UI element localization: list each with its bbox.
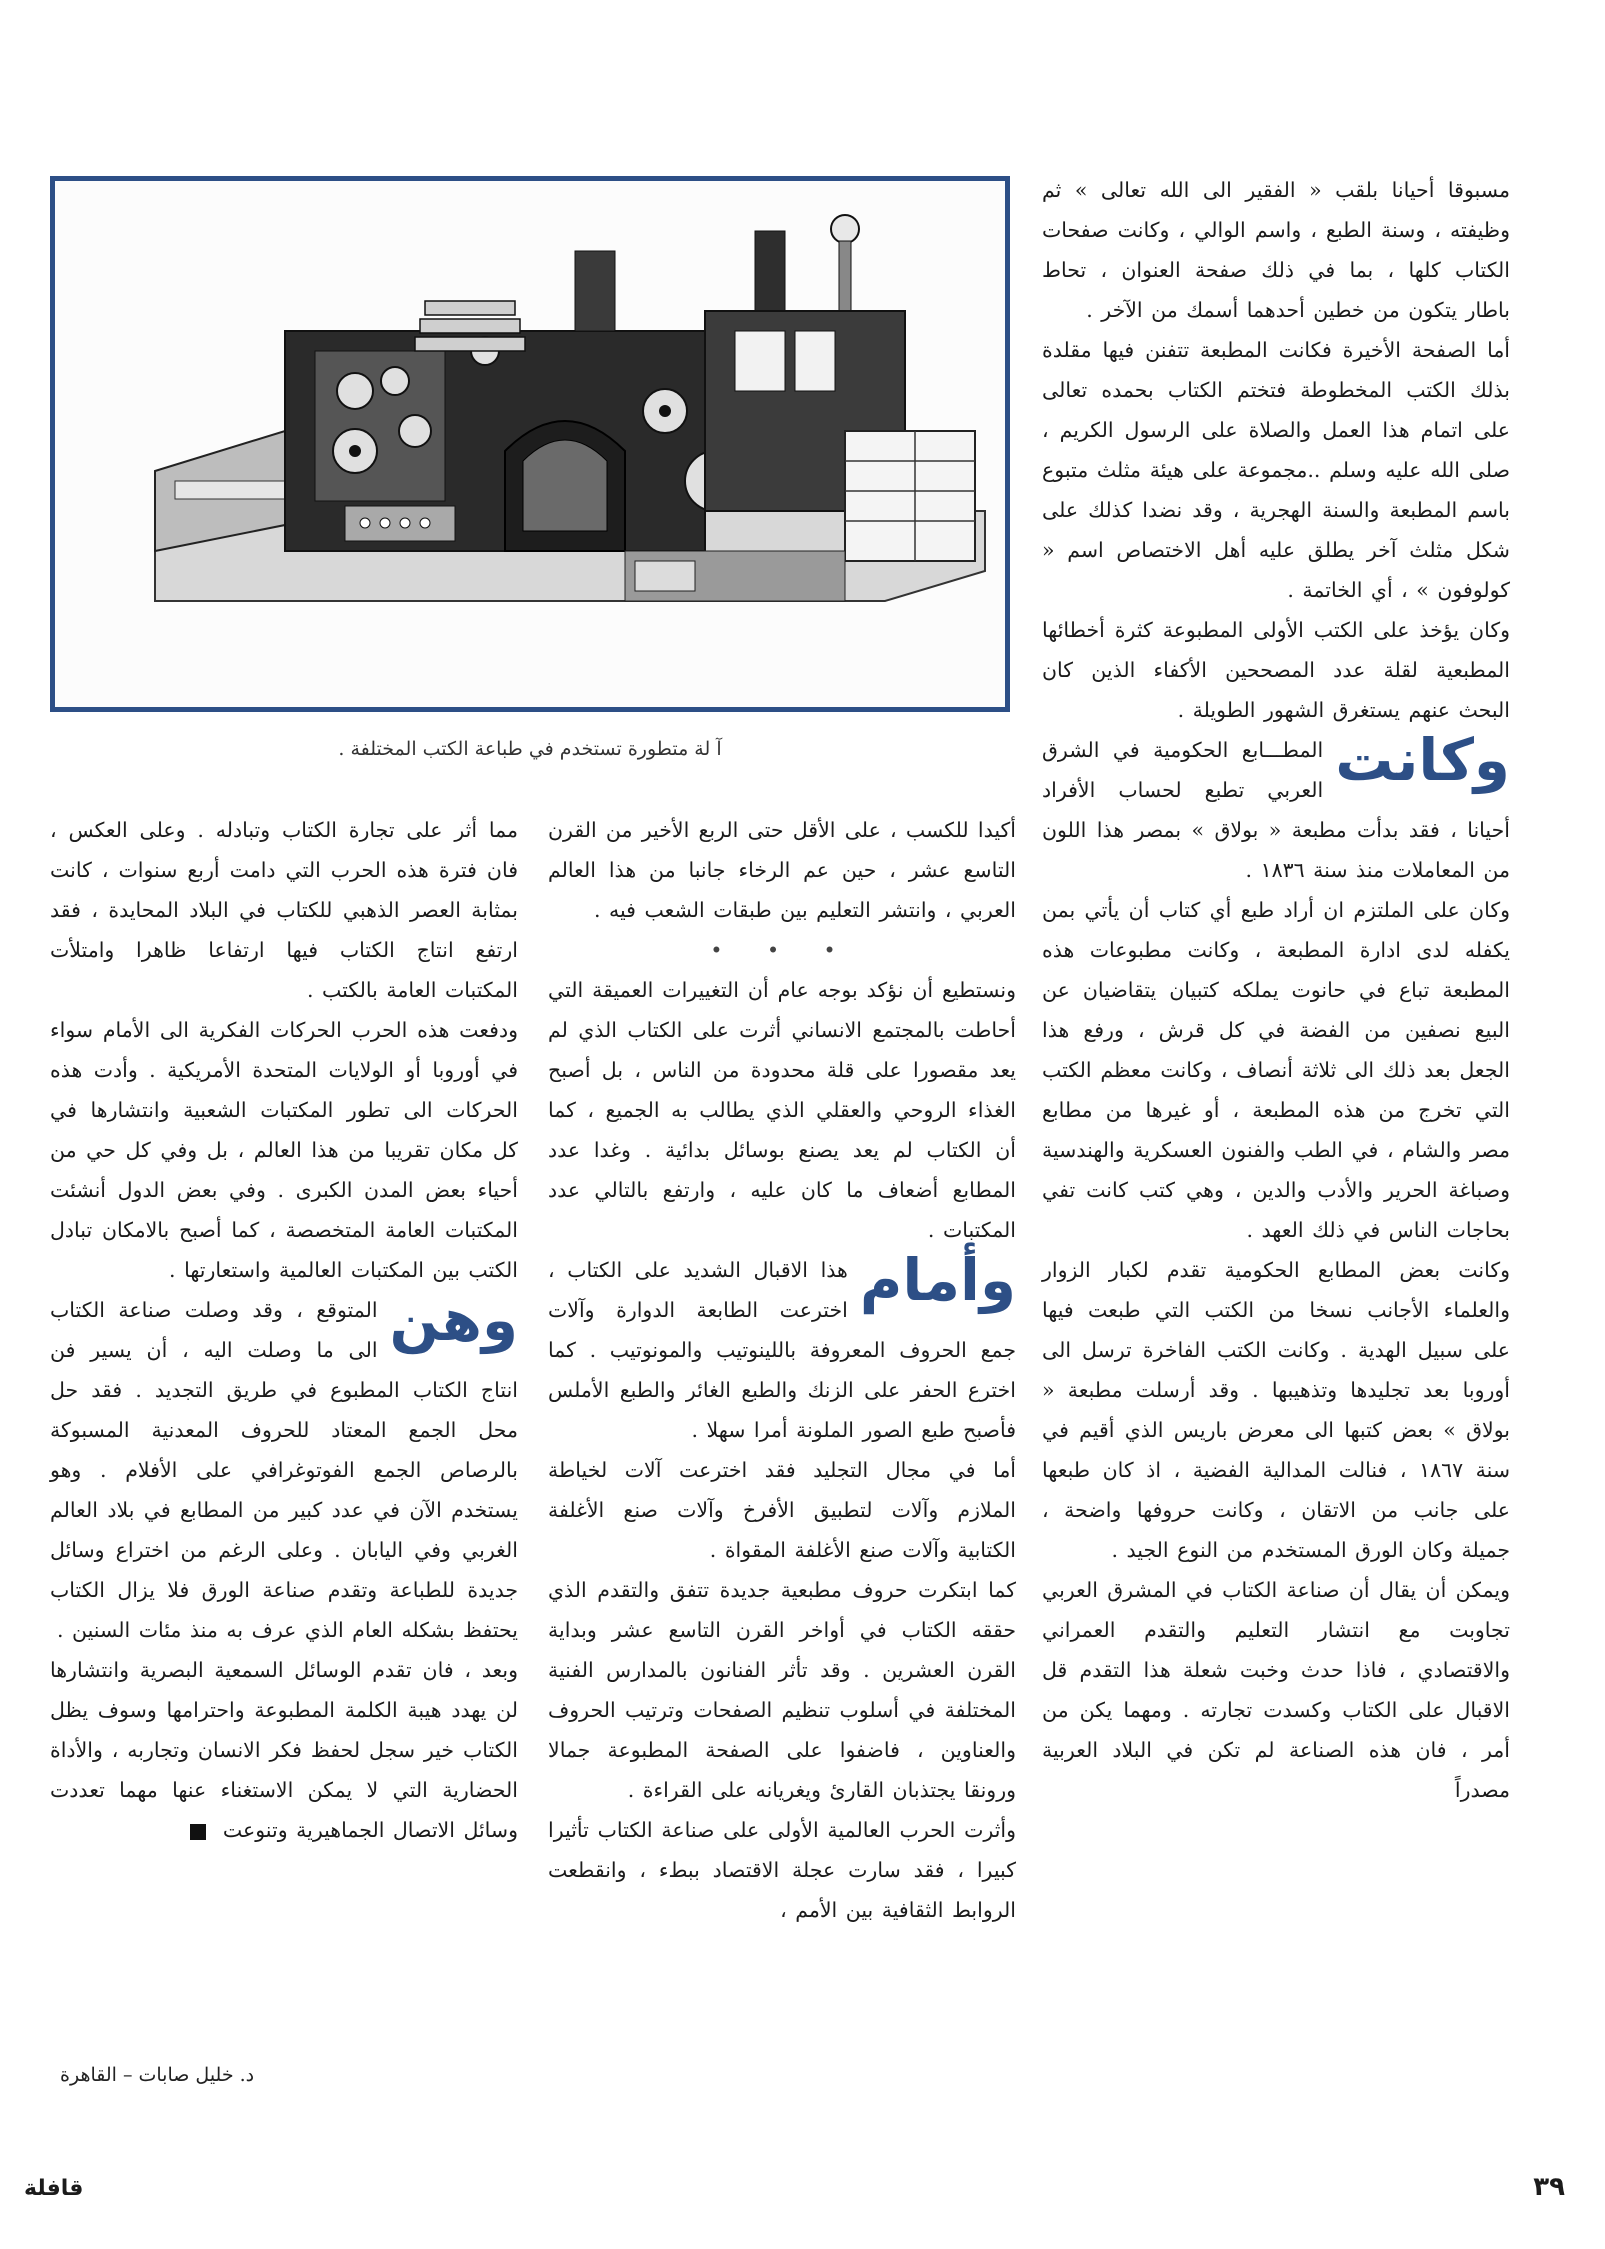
figure-caption: آ لة متطورة تستخدم في طباعة الكتب المختلفة . xyxy=(338,738,722,760)
paragraph: ويمكن أن يقال أن صناعة الكتاب في المشرق العربي تجاوبت مع انتشار التعليم والتقدم العمراني والاقتصادي ، فاذا حدث وخبت شعلة هذا التقدم قل الاقبال على الكتاب وكسدت تجارته . ومهما يكن من أمر ، فان هذه الصناعة لم تكن في البلاد العربية مصدراً xyxy=(1042,1578,1510,1802)
printing-press-figure xyxy=(50,176,1010,712)
dropcap-paragraph xyxy=(50,1286,518,1650)
author-byline: د. خليل صابات – القاهرة xyxy=(60,2064,255,2086)
article-column-right xyxy=(1042,170,1510,1810)
article-column-left xyxy=(50,810,518,1850)
paragraph: ونستطيع أن نؤكد بوجه عام أن التغييرات العميقة التي أحاطت بالمجتمع الانساني أثرت على الكتاب الذي لم يعد مقصورا على قلة محدودة من الناس ، بل أصبح الغذاء الروحي والعقلي الذي يطالب به الجميع ، كما أن الكتاب لم يعد يصنع بوسائل بدائية . وغدا عدد المطابع أضعاف ما كان عليه ، وارتفع بالتالي عدد المكتبات . xyxy=(548,978,1016,1242)
magazine-name: قافلة xyxy=(24,2176,84,2201)
dropcap-paragraph xyxy=(1042,726,1510,890)
section-separator: • • • xyxy=(710,938,854,962)
paragraph: ودفعت هذه الحرب الحركات الفكرية الى الأمام سواء في أوروبا أو الولايات المتحدة الأمريكية . وأدت هذه الحركات الى تطور المكتبات الشعبية وانتشارها في كل مكان تقريبا من هذا العالم ، بل وفي كل حي من أحياء بعض المدن الكبرى . وفي بعض الدول أنشئت المكتبات العامة المتخصصة ، كما أصبح بالامكان تبادل الكتب بين المكتبات العالمية واستعارتها . xyxy=(50,1018,518,1282)
article-column-middle xyxy=(548,810,1016,1930)
paragraph: أما الصفحة الأخيرة فكانت المطبعة تتفنن فيها مقلدة بذلك الكتب المخطوطة فتختم الكتاب بحمده تعالى على اتمام هذا العمل والصلاة على الرسول الكريم ، صلى الله عليه وسلم ..مجموعة على هيئة مثلث متبوع باسم المطبعة والسنة الهجرية ، وقد نضدا كذلك على شكل مثلث آخر يطلق عليه أهل الاختصاص اسم « كولوفون » ، أي الخاتمة . xyxy=(1042,338,1510,602)
dropcap: وكانت xyxy=(1335,726,1510,794)
paragraph: مسبوقا أحيانا بلقب « الفقير الى الله تعالى » ثم وظيفته ، وسنة الطبع ، واسم الوالي ، وكانت صفحات الكتاب كلها ، بما في ذلك صفحة العنوان ، تحاط باطار يتكون من خطين أحدهما أسمك من الآخر . xyxy=(1042,178,1510,322)
end-of-article-square-icon xyxy=(190,1824,206,1840)
paragraph: أكيدا للكسب ، على الأقل حتى الربع الأخير من القرن التاسع عشر ، حين عم الرخاء جانبا من هذا العالم العربي ، وانتشر التعليم بين طبقات الشعب فيه . xyxy=(548,818,1016,922)
page-number: ٣٩ xyxy=(1533,2172,1565,2202)
dropcap-paragraph-text: المطـــابع الحكومية في الشرق العربي تطبع لحساب الأفراد أحيانا ، فقد بدأت مطبعة « بولاق » بمصر هذا اللون من المعاملات منذ سنة ١٨٣٦ . xyxy=(1042,738,1510,882)
closing-paragraph-text: وبعد ، فان تقدم الوسائل السمعية البصرية وانتشارها لن يهدد هيبة الكلمة المطبوعة واحترامها وسوف يظل الكتاب خير سجل لحفظ فكر الانسان وتجاربه ، والأداة الحضارية التي لا يمكن الاستغناء عنها مهما تعددت وسائل الاتصال الجماهيرية وتنوعت xyxy=(50,1658,518,1842)
dropcap-paragraph xyxy=(548,1246,1016,1450)
paragraph: أما في مجال التجليد فقد اخترعت آلات لخياطة الملازم وآلات لتطبيق الأفرخ وآلات صنع الأغلفة الكتابية وآلات صنع الأغلفة المقواة . xyxy=(548,1458,1016,1562)
paragraph: وكانت بعض المطابع الحكومية تقدم لكبار الزوار والعلماء الأجانب نسخا من الكتب التي طبعت فيها على سبيل الهدية . وكانت الكتب الفاخرة ترسل الى أوروبا بعد تجليدها وتذهيبها . وقد أرسلت مطبعة « بولاق » بعض كتبها الى معرض باريس الذي أقيم في سنة ١٨٦٧ ، فنالت المدالية الفضية ، اذ كان طبعها على جانب من الاتقان ، وكانت حروفها واضحة ، جميلة وكان الورق المستخدم من النوع الجيد . xyxy=(1042,1258,1511,1562)
printing-press-illustration xyxy=(55,181,1005,707)
dropcap-paragraph-text: المتوقع ، وقد وصلت صناعة الكتاب الى ما وصلت اليه ، أن يسير فن انتاج الكتاب المطبوع في طريق التجديد . فقد حل محل الجمع المعتاد للحروف المعدنية المسبوكة بالرصاص الجمع الفوتوغرافي على الأفلام . وهو يستخدم الآن في عدد كبير من المطابع في بلاد العالم الغربي وفي اليابان . وعلى الرغم من اختراع وسائل جديدة للطباعة وتقدم صناعة الورق فلا يزال الكتاب يحتفظ بشكله العام الذي عرف به منذ مئات السنين . xyxy=(50,1298,518,1642)
paragraph: وأثرت الحرب العالمية الأولى على صناعة الكتاب تأثيرا كبيرا ، فقد سارت عجلة الاقتصاد ببطء ، وانقطعت الروابط الثقافية بين الأمم ، xyxy=(548,1818,1016,1922)
paragraph: كما ابتكرت حروف مطبعية جديدة تتفق والتقدم الذي حققه الكتاب في أواخر القرن التاسع عشر وبداية القرن العشرين . وقد تأثر الفنانون بالمدارس الفنية المختلفة في أسلوب تنظيم الصفحات وترتيب الحروف والعناوين ، فاضفوا على الصفحة المطبوعة جمالا ورونقا يجتذبان القارئ ويغريانه على القراءة . xyxy=(548,1578,1016,1802)
paragraph: وكان يؤخذ على الكتب الأولى المطبوعة كثرة أخطائها المطبعية لقلة عدد المصححين الأكفاء الذين كان البحث عنهم يستغرق الشهور الطويلة . xyxy=(1042,618,1510,722)
dropcap-paragraph-text: هذا الاقبال الشديد على الكتاب ، اخترعت الطابعة الدوارة وآلات جمع الحروف المعروفة باللينوتيب والمونوتيب . كما اخترع الحفر على الزنك والطبع الغائر والطبع الأملس فأصبح طبع الصور الملونة أمرا سهلا . xyxy=(548,1258,1016,1442)
paragraph xyxy=(50,1650,518,1850)
paragraph: مما أثر على تجارة الكتاب وتبادله . وعلى العكس ، فان فترة هذه الحرب التي دامت أربع سنوات ، كانت بمثابة العصر الذهبي للكتاب في البلاد المحايدة ، فقد ارتفع انتاج الكتاب فيها ارتفاعا ظاهرا وامتلأت المكتبات العامة بالكتب . xyxy=(50,818,518,1002)
dropcap: وهن xyxy=(389,1286,518,1354)
dropcap: وأمام xyxy=(859,1246,1016,1314)
paragraph: وكان على الملتزم ان أراد طبع أي كتاب أن يأتي بمن يكفله لدى ادارة المطبعة ، وكانت مطبوعات هذه المطبعة تباع في حانوت يملكه كتبيان يتقاضيان عن البيع نصفين من الفضة في كل قرش ، ورفع هذا الجعل بعد ذلك الى ثلاثة أنصاف ، وكانت معظم الكتب التي تخرج من هذه المطبعة ، أو غيرها من مطابع مصر والشام ، في الطب والفنون العسكرية والهندسية وصباغة الحرير والأدب والدين ، وهي كتب كانت تفي بحاجات الناس في ذلك العهد . xyxy=(1042,898,1510,1242)
